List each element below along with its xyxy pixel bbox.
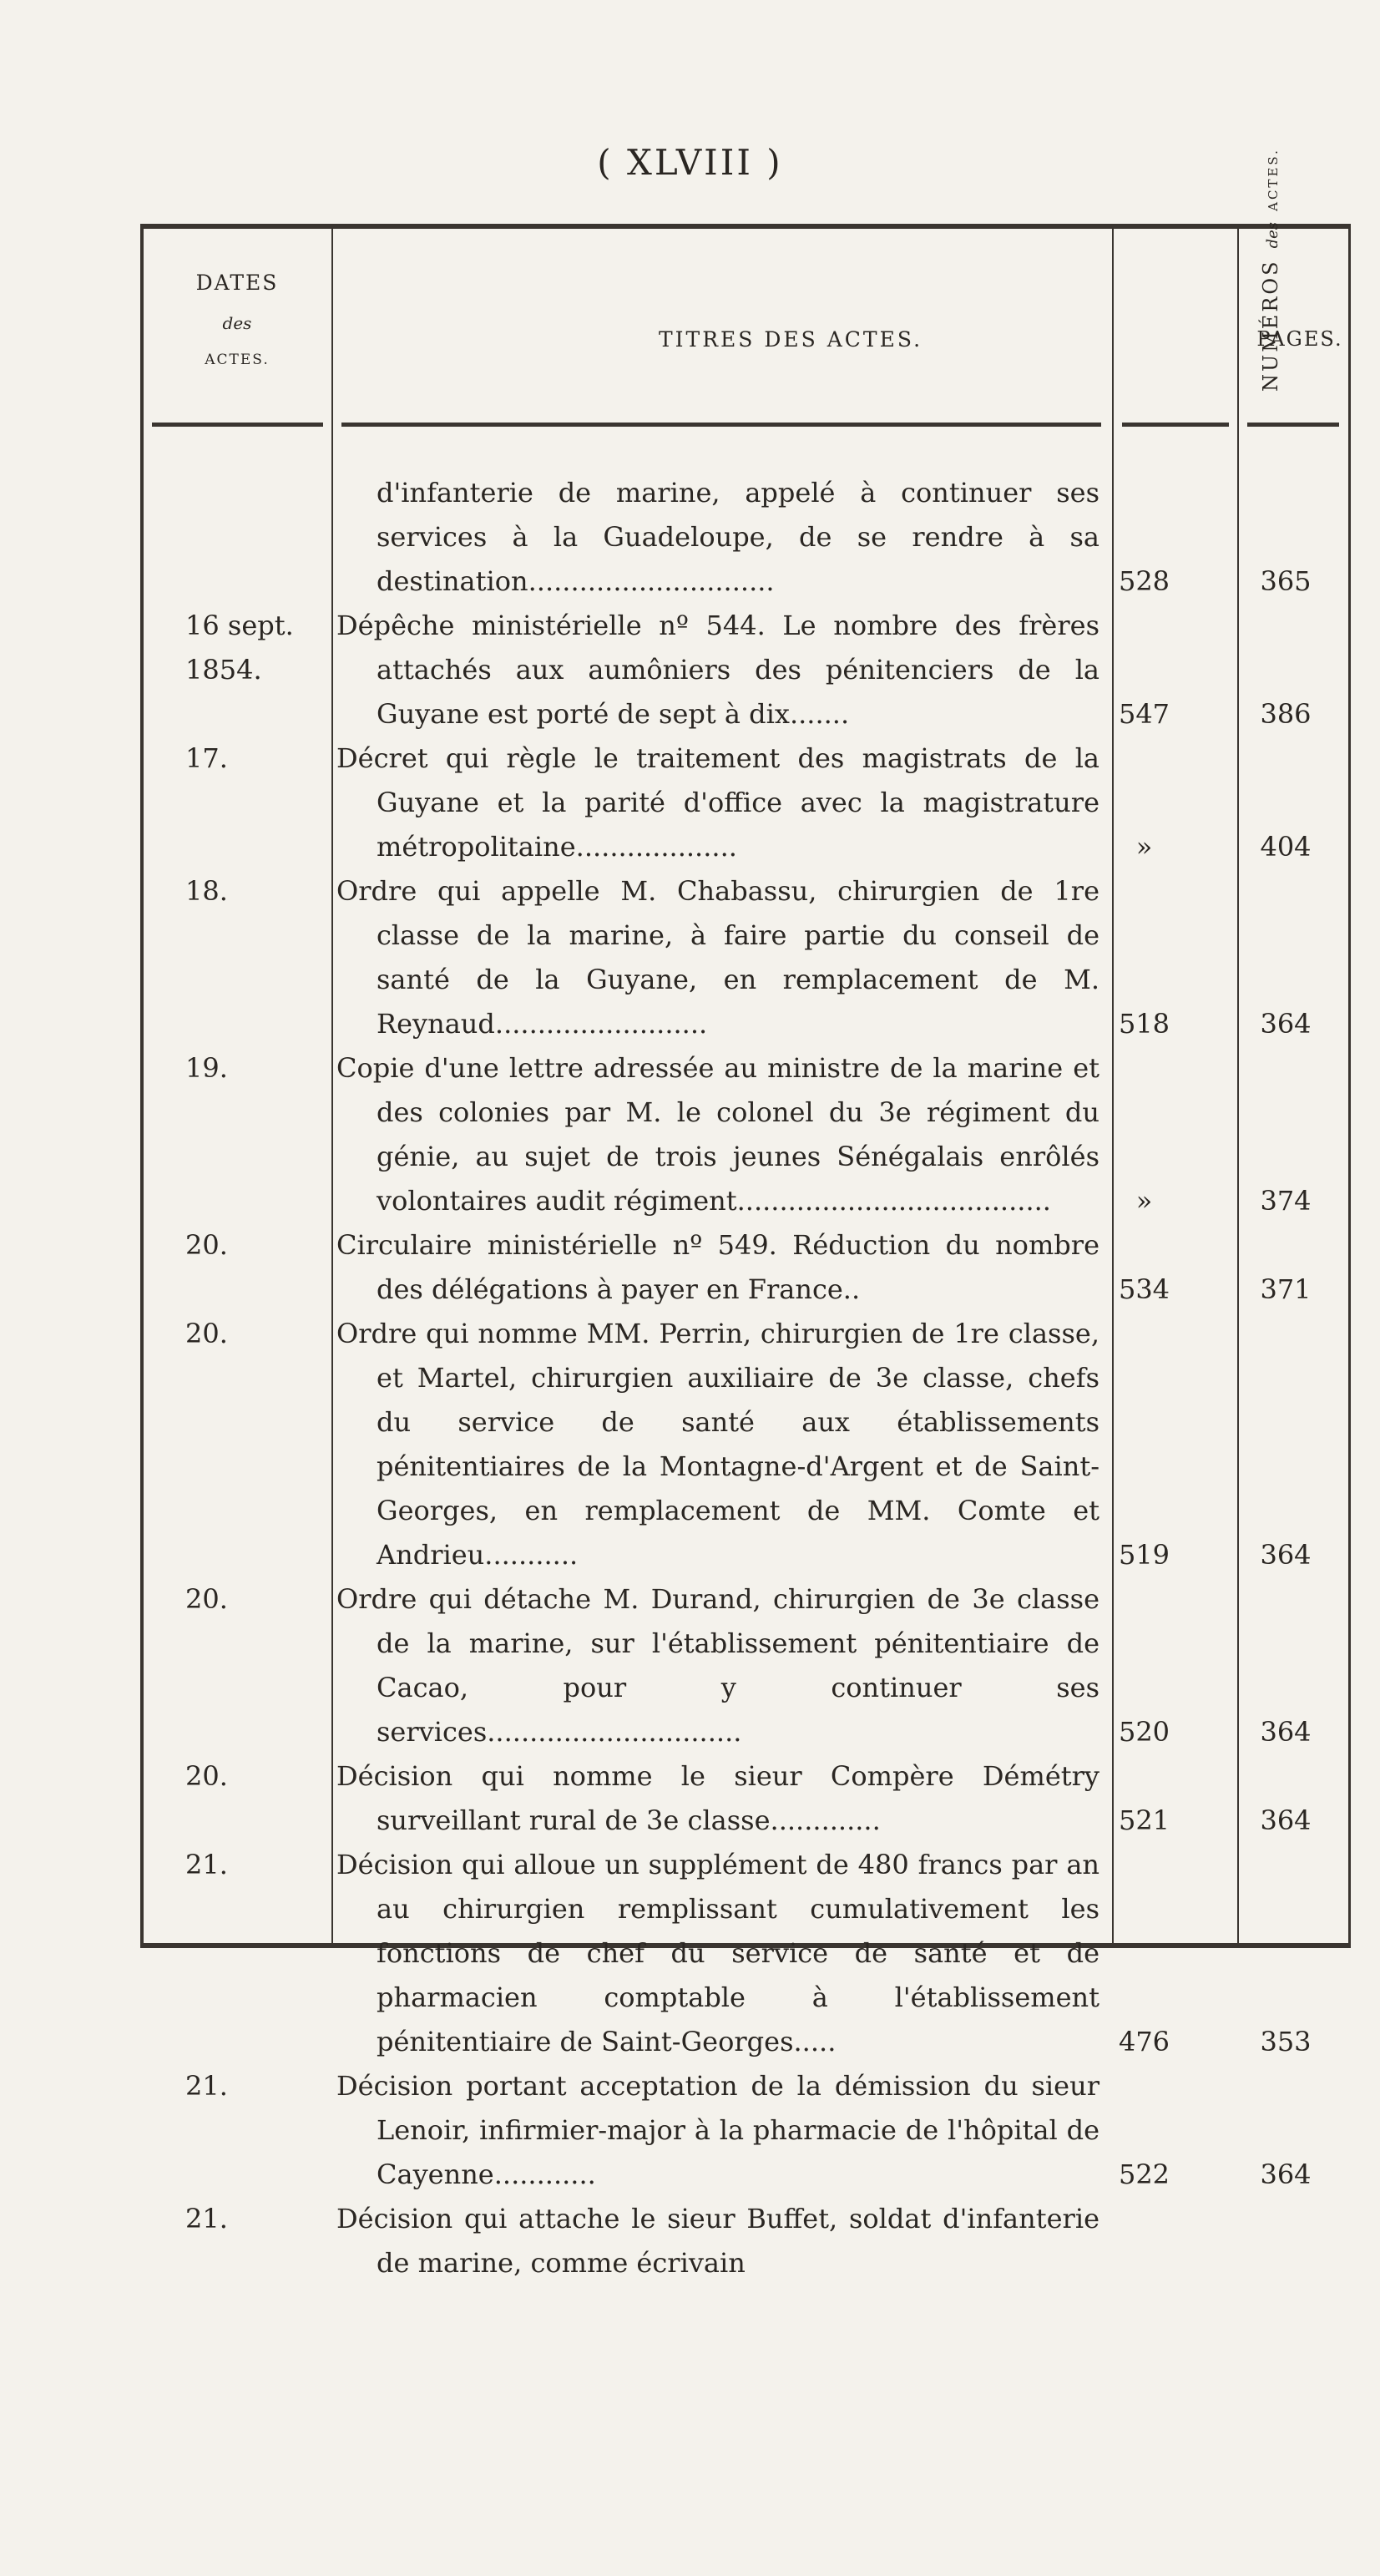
act-number: 518: [1118, 1008, 1170, 1040]
header-rule: [1247, 423, 1339, 427]
act-title: Décision portant acceptation de la démission du sieur Lenoir, infirmier-major à la pharmacie de l'hôpital de Cayenne............: [336, 2070, 1099, 2190]
table-row: [144, 604, 1348, 736]
act-page: 364: [1260, 1716, 1312, 1748]
act-page: 371: [1260, 1273, 1312, 1305]
act-date-line: 16 sept.: [185, 610, 294, 641]
act-title: Circulaire ministérielle nº 549. Réduction du nombre des délégations à payer en France..: [336, 1229, 1099, 1305]
act-date: [185, 1312, 327, 1356]
act-date: [185, 1754, 327, 1799]
act-date-line: 20.: [185, 1760, 228, 1792]
act-number: 522: [1118, 2158, 1170, 2190]
act-date: [185, 1046, 327, 1091]
act-date-line: 19.: [185, 1052, 228, 1084]
act-title: Dépêche ministérielle nº 544. Le nombre des frères attachés aux aumôniers des pénitenciers de la Guyane est porté de sept à dix.......: [336, 610, 1099, 730]
act-date: [185, 604, 327, 692]
act-date: [185, 869, 327, 913]
act-title: Ordre qui nomme MM. Perrin, chirurgien de 1re classe, et Martel, chirurgien auxiliaire de 3e classe, chefs du service de santé aux établissements pénitentiaires de la Montagne-d'Argent et de Saint-Georges, en remplacement de MM. Comte et Andrieu...........: [336, 1318, 1099, 1571]
act-date-line: 18.: [185, 875, 228, 907]
act-number: 476: [1118, 2026, 1170, 2057]
column-header-pages: PAGES.: [1256, 327, 1343, 351]
table-row: [144, 1312, 1348, 1577]
page-header: ( XLVIII ): [597, 142, 783, 183]
act-year-line: 1854.: [185, 654, 262, 686]
act-page: 364: [1260, 2158, 1312, 2190]
act-title: Décret qui règle le traitement des magistrats de la Guyane et la parité d'office avec la magistrature métropolitaine...................: [336, 742, 1099, 863]
act-title: Ordre qui appelle M. Chabassu, chirurgien de 1re classe de la marine, à faire partie du conseil de santé de la Guyane, en remplacement de M. Reynaud.........................: [336, 875, 1099, 1040]
table-row: [144, 1754, 1348, 1843]
act-number: »: [1135, 1185, 1153, 1217]
act-date: [185, 1223, 327, 1268]
act-date-line: 21.: [185, 2203, 228, 2234]
act-date: [185, 736, 327, 781]
act-number: 520: [1118, 1716, 1170, 1748]
act-date-line: 20.: [185, 1318, 228, 1349]
header-rule: [341, 423, 1101, 427]
act-number: 519: [1118, 1539, 1170, 1571]
act-page: 364: [1260, 1804, 1312, 1836]
act-number: »: [1135, 831, 1153, 863]
header-rule: [1122, 423, 1229, 427]
column-header-numeros: NUMÉROS des ACTES.: [1259, 148, 1282, 392]
act-page: 364: [1260, 1008, 1312, 1040]
table-row: [144, 2064, 1348, 2197]
act-date: [185, 2197, 327, 2241]
table-row: [144, 1577, 1348, 1754]
act-title: Décision qui alloue un supplément de 480 francs par an au chirurgien remplissant cumulativement les fonctions de chef du service de santé et de pharmacien comptable à l'établissement pénitentiaire de Saint-Georges.....: [336, 1849, 1099, 2057]
act-date: [185, 1577, 327, 1622]
act-page: 353: [1260, 2026, 1312, 2057]
act-date: [185, 1843, 327, 1887]
table-row: [144, 869, 1348, 1046]
act-title: Décision qui nomme le sieur Compère Démétry surveillant rural de 3e classe.............: [336, 1760, 1099, 1836]
act-page: 364: [1260, 1539, 1312, 1571]
row-list: [144, 471, 1348, 2285]
act-date-line: 20.: [185, 1583, 228, 1615]
act-date-line: 21.: [185, 1849, 228, 1880]
act-number: 547: [1118, 698, 1170, 730]
act-title: d'infanterie de marine, appelé à continuer ses services à la Guadeloupe, de se rendre à sa destination.............................: [377, 477, 1099, 597]
act-title: Décision qui attache le sieur Buffet, soldat d'infanterie de marine, comme écrivain: [336, 2203, 1099, 2279]
table-row: [144, 736, 1348, 869]
column-header-dates: DATES des ACTES.: [195, 271, 279, 368]
act-number: 521: [1118, 1804, 1170, 1836]
table-row: [144, 1223, 1348, 1312]
header-rule: [152, 423, 323, 427]
table-row: [144, 2197, 1348, 2285]
act-page: 374: [1260, 1185, 1312, 1217]
act-page: 404: [1260, 831, 1312, 863]
act-title: Copie d'une lettre adressée au ministre de la marine et des colonies par M. le colonel du 3e régiment du génie, au sujet de trois jeunes Sénégalais enrôlés volontaires audit régiment.....................................: [336, 1052, 1099, 1217]
table-row: [144, 1046, 1348, 1223]
act-date-line: 21.: [185, 2070, 228, 2102]
act-number: 528: [1118, 565, 1170, 597]
table-row: [144, 1843, 1348, 2064]
column-header-titles: TITRES DES ACTES.: [658, 327, 923, 352]
act-page: 365: [1260, 565, 1312, 597]
table-row: [144, 471, 1348, 604]
act-date: [185, 2064, 327, 2108]
act-date-line: 17.: [185, 742, 228, 774]
act-number: 534: [1118, 1273, 1170, 1305]
act-title: Ordre qui détache M. Durand, chirurgien de 3e classe de la marine, sur l'établissement pénitentiaire de Cacao, pour y continuer ses services..............................: [336, 1583, 1099, 1748]
act-date-line: 20.: [185, 1229, 228, 1261]
act-page: 386: [1260, 698, 1312, 730]
